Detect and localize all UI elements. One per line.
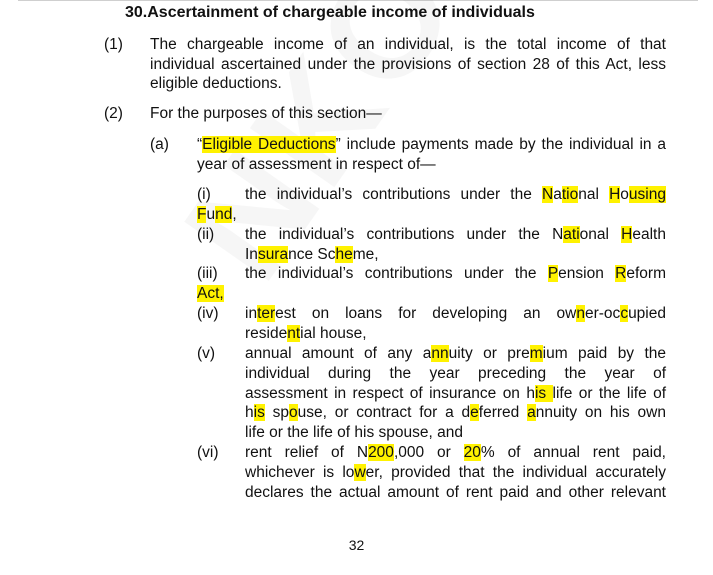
item-v-number: (v)	[197, 345, 216, 362]
item-v-line-2: individual during the year preceding the year of	[245, 365, 666, 382]
paragraph-a-number: (a)	[150, 136, 169, 153]
item-vi-line-2: whichever is lower, provided that the individual accurately	[245, 464, 666, 481]
item-iv-line-2: residential house,	[245, 325, 367, 342]
item-iv-line-1: interest on loans for developing an owner-occupied	[245, 305, 666, 322]
item-iii-number: (iii)	[197, 265, 218, 282]
item-v-line-4: his spouse, or contract for a deferred annuity on his own	[245, 404, 666, 421]
top-rule	[18, 0, 698, 1]
subsection-1-line-3: eligible deductions.	[150, 75, 282, 92]
item-ii-line-1: the individual’s contributions under the National Health	[245, 226, 666, 243]
item-v-line-5: life or the life of his spouse, and	[245, 424, 463, 441]
highlight: Eligible Deductions	[202, 136, 336, 153]
subsection-1-line-2: individual ascertained under the provisions of section 28 of this Act, less	[150, 55, 666, 73]
item-vi-line-3: declares the actual amount of rent paid and other relevant	[245, 483, 666, 501]
subsection-1-number: (1)	[104, 36, 123, 53]
page-number: 32	[348, 537, 365, 553]
subsection-2-text: For the purposes of this section—	[150, 105, 382, 122]
subsection-2-number: (2)	[104, 105, 123, 122]
item-i-line-1: the individual’s contributions under the National Housing	[245, 186, 666, 203]
item-i-line-2: Fund,	[197, 206, 237, 223]
item-v-line-3: assessment in respect of insurance on his life or the life of	[245, 384, 667, 402]
paragraph-a-line-2: year of assessment in respect of—	[197, 156, 436, 173]
paragraph-a-line-1: “Eligible Deductions” include payments made by the individual in a	[197, 136, 666, 153]
item-vi-line-1: rent relief of N200,000 or 20% of annual rent paid,	[245, 444, 666, 461]
item-i-number: (i)	[197, 186, 211, 203]
item-v-line-1: annual amount of any annuity or premium paid by the	[245, 345, 666, 362]
item-iii-line-2: Act,	[197, 285, 224, 302]
subsection-1-line-1: The chargeable income of an individual, is the total income of that	[150, 36, 666, 53]
item-ii-number: (ii)	[197, 226, 215, 243]
item-iii-line-1: the individual’s contributions under the Pension Reform	[245, 265, 666, 282]
item-ii-line-2: Insurance Scheme,	[245, 246, 379, 263]
item-iv-number: (iv)	[197, 305, 219, 322]
section-heading: 30.Ascertainment of chargeable income of individuals	[125, 4, 535, 21]
item-vi-number: (vi)	[197, 444, 219, 461]
